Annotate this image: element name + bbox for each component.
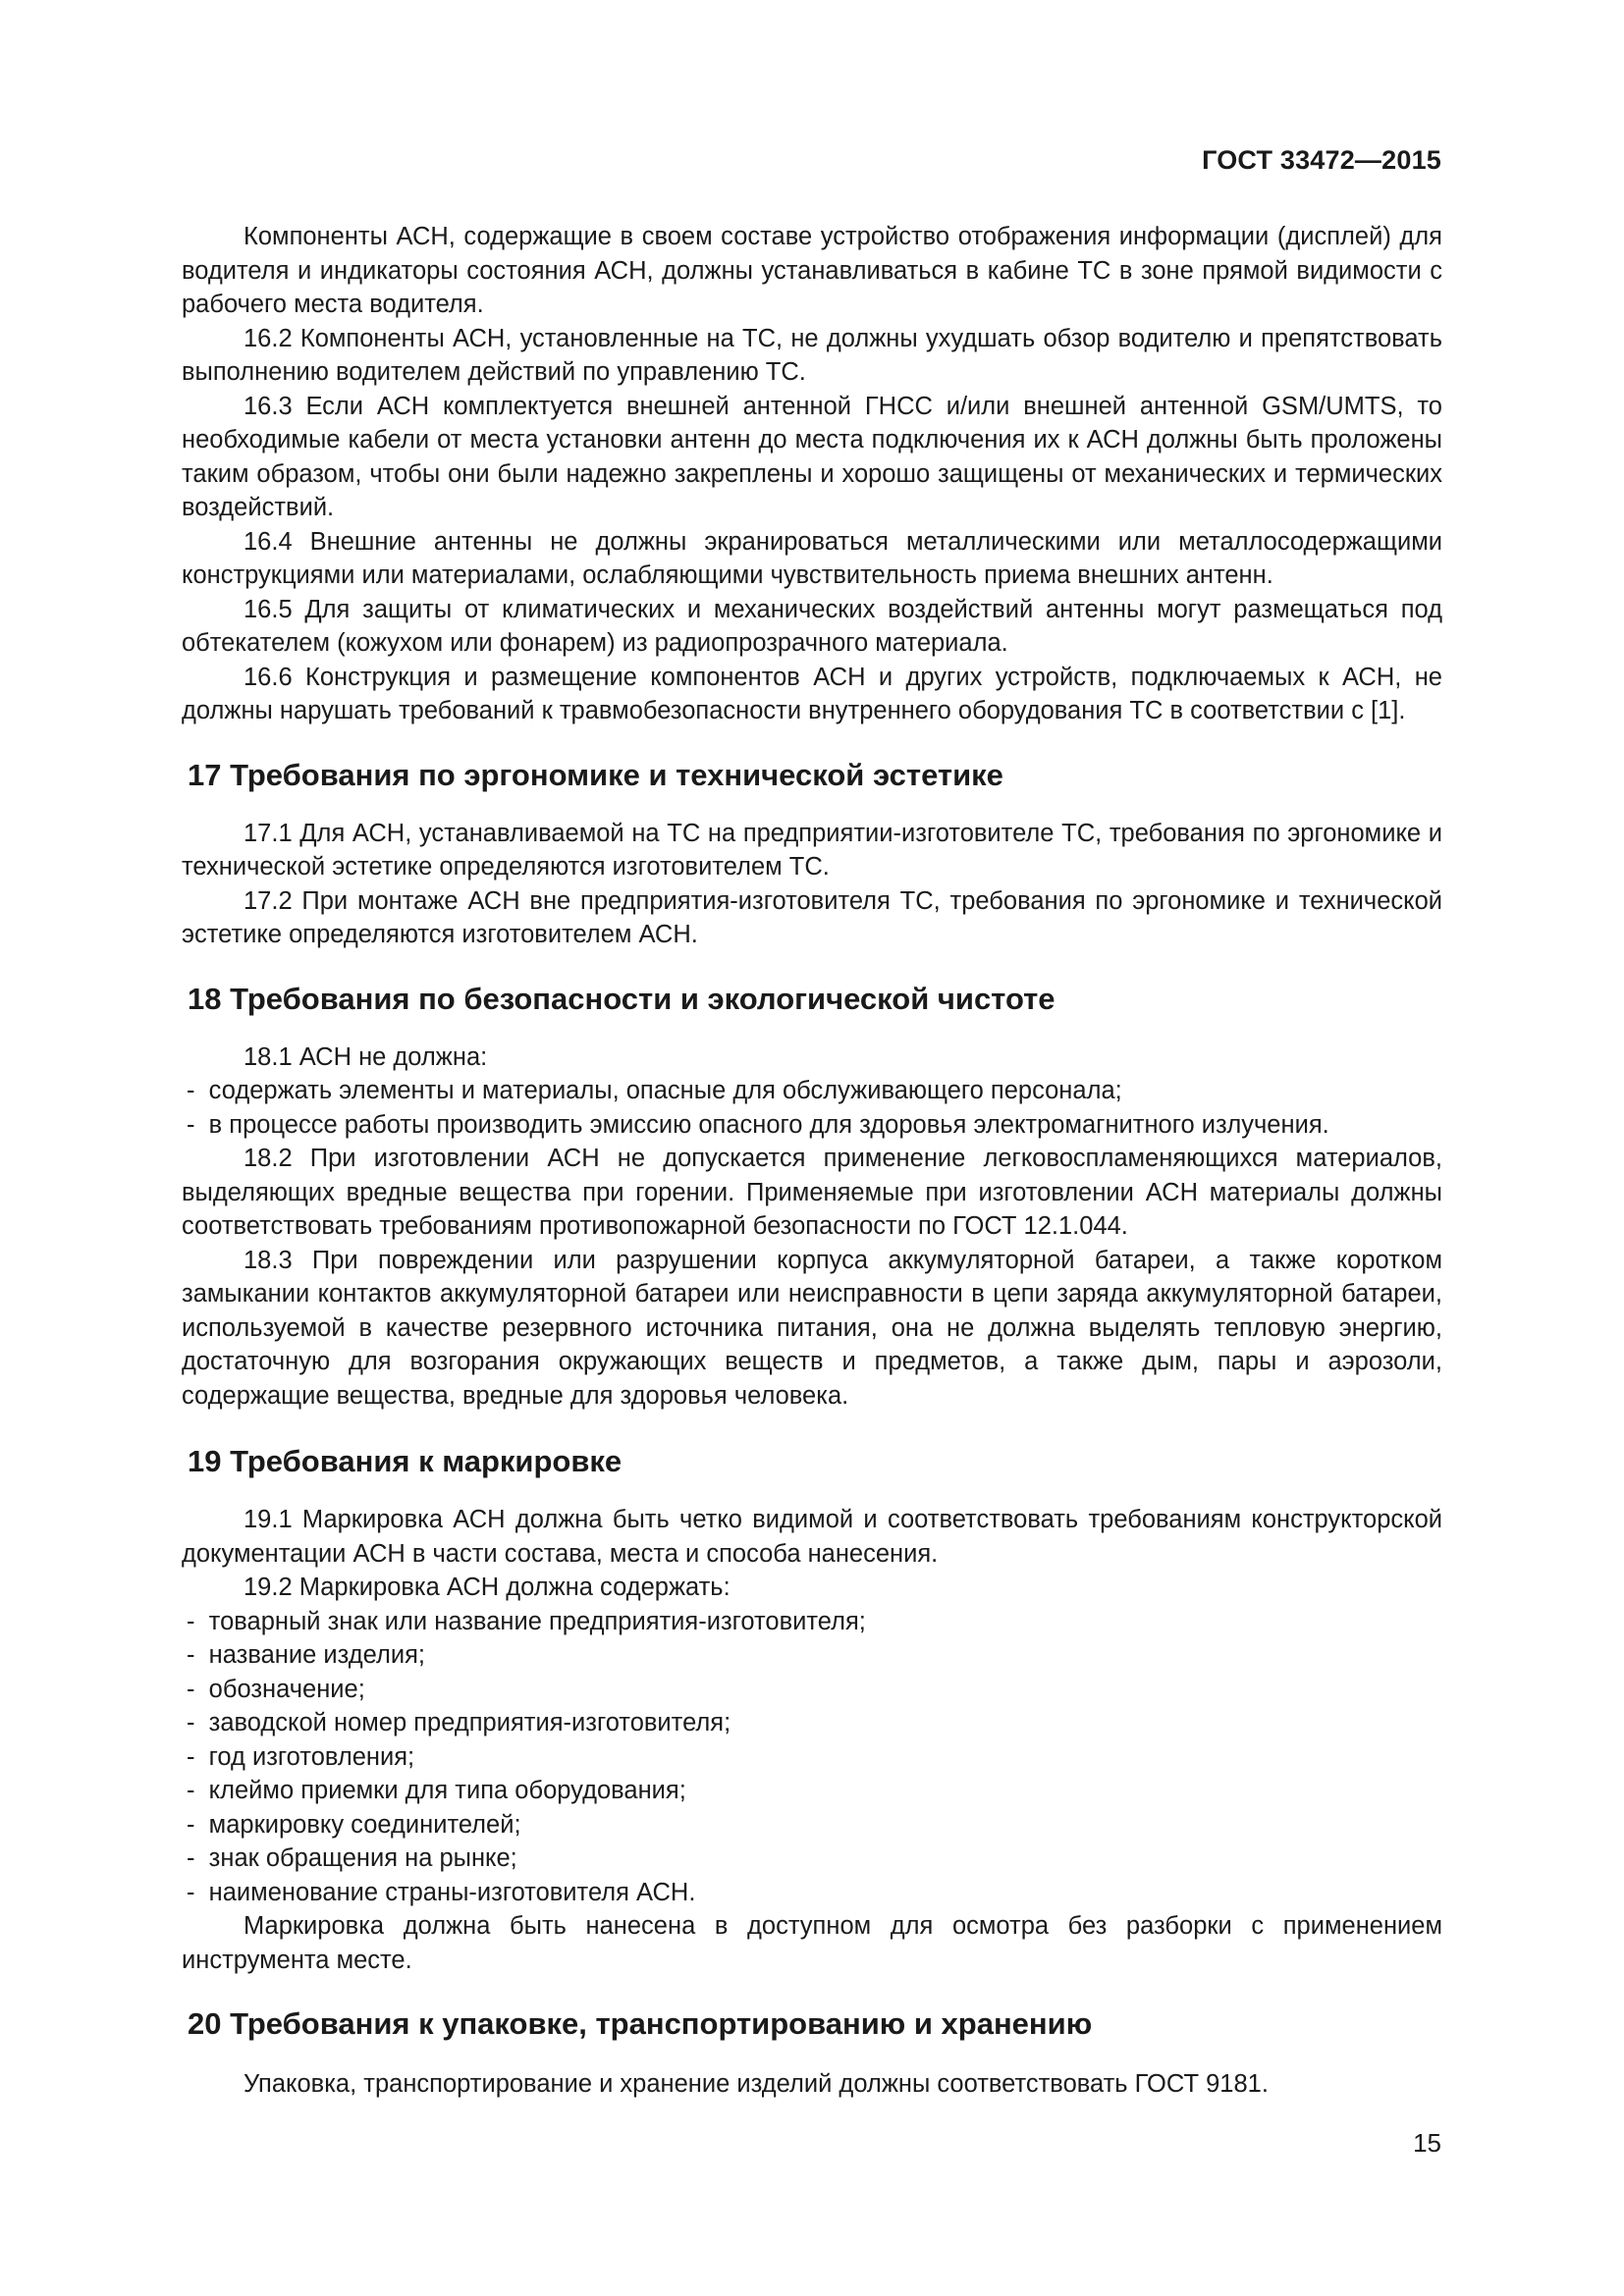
list-19-2 bbox=[182, 1605, 1442, 1910]
list-item: - заводской номер предприятия-изготовителя; bbox=[187, 1706, 1442, 1740]
list-18-1 bbox=[182, 1074, 1442, 1142]
section-17-heading: 17 Требования по эргономике и технической эстетике bbox=[188, 757, 1003, 792]
paragraph-19-final: Маркировка должна быть нанесена в доступном для осмотра без разборки с применением инструмента месте. bbox=[182, 1912, 1442, 1974]
list-item: - товарный знак или название предприятия-изготовителя; bbox=[187, 1605, 1442, 1639]
paragraph-16-3: 16.3 Если АСН комплектуется внешней антенной ГНСС и/или внешней антенной GSM/UMTS, то необходимые кабели от места установки антенн до места подключения их к АСН должны быть проложены таким образом, чтобы они были надежно закреплены и хорошо защищены от механических и термических воздействий. bbox=[182, 392, 1442, 521]
paragraph-16-2: 16.2 Компоненты АСН, установленные на ТС, не должны ухудшать обзор водителю и препятствовать выполнению водителем действий по управлению ТС. bbox=[182, 324, 1442, 386]
section-20-heading: 20 Требования к упаковке, транспортированию и хранению bbox=[188, 2006, 1093, 2041]
list-item: - клеймо приемки для типа оборудования; bbox=[187, 1774, 1442, 1808]
paragraph-16-intro: Компоненты АСН, содержащие в своем составе устройство отображения информации (дисплей) для водителя и индикаторы состояния АСН, должны устанавливаться в кабине ТС в зоне прямой видимости с рабочего места водителя. bbox=[182, 223, 1442, 318]
section-18-heading: 18 Требования по безопасности и экологической чистоте bbox=[188, 981, 1056, 1016]
paragraph-16-4: 16.4 Внешние антенны не должны экранироваться металлическими или металлосодержащими конструкциями или материалами, ослабляющими чувствительность приема внешних антенн. bbox=[182, 527, 1442, 589]
list-item: - обозначение; bbox=[187, 1673, 1442, 1707]
paragraph-17-1: 17.1 Для АСН, устанавливаемой на ТС на предприятии-изготовителе ТС, требования по эргономике и технической эстетике определяются изготовителем ТС. bbox=[182, 819, 1442, 881]
list-item: - название изделия; bbox=[187, 1638, 1442, 1673]
paragraph-18-2: 18.2 При изготовлении АСН не допускается применение легковоспламеняющихся материалов, выделяющих вредные вещества при горении. Применяемые при изготовлении АСН материалы должны соответствовать требованиям противопожарной безопасности по ГОСТ 12.1.044. bbox=[182, 1145, 1442, 1240]
paragraph-17-2: 17.2 При монтаже АСН вне предприятия-изготовителя ТС, требования по эргономике и технической эстетике определяются изготовителем АСН. bbox=[182, 886, 1442, 948]
paragraph-18-3: 18.3 При повреждении или разрушении корпуса аккумуляторной батареи, а также коротком замыкании контактов аккумуляторной батареи или неисправности в цепи заряда аккумуляторной батареи, используемой в качестве резервного источника питания, она не должна выделять тепловую энергию, достаточную для возгорания окружающих веществ и предметов, а также дым, пары и аэрозоли, содержащие вещества, вредные для здоровья человека. bbox=[182, 1246, 1442, 1410]
paragraph-19-2: 19.2 Маркировка АСН должна содержать: bbox=[244, 1574, 731, 1601]
list-item: - год изготовления; bbox=[187, 1740, 1442, 1775]
paragraph-18-1: 18.1 АСН не должна: bbox=[244, 1042, 488, 1071]
section-19-heading: 19 Требования к маркировке bbox=[188, 1444, 623, 1478]
page-body bbox=[182, 220, 1442, 2102]
paragraph-19-1: 19.1 Маркировка АСН должна быть четко видимой и соответствовать требованиям конструкторской документации АСН в части состава, места и способа нанесения. bbox=[182, 1506, 1442, 1568]
paragraph-16-6: 16.6 Конструкция и размещение компонентов АСН и других устройств, подключаемых к АСН, не должны нарушать требований к травмобезопасности внутреннего оборудования ТС в соответствии с [1]. bbox=[182, 663, 1442, 724]
list-item: - знак обращения на рынке; bbox=[187, 1842, 1442, 1876]
list-item: - в процессе работы производить эмиссию опасного для здоровья электромагнитного излучения. bbox=[187, 1108, 1442, 1143]
paragraph-16-5: 16.5 Для защиты от климатических и механических воздействий антенны могут размещаться под обтекателем (кожухом или фонарем) из радиопрозрачного материала. bbox=[182, 595, 1442, 657]
list-item: - содержать элементы и материалы, опасные для обслуживающего персонала; bbox=[187, 1074, 1442, 1108]
document-id: ГОСТ 33472—2015 bbox=[1202, 145, 1441, 175]
list-item: - маркировку соединителей; bbox=[187, 1808, 1442, 1842]
paragraph-20: Упаковка, транспортирование и хранение изделий должны соответствовать ГОСТ 9181. bbox=[244, 2070, 1269, 2098]
list-item: - наименование страны-изготовителя АСН. bbox=[187, 1876, 1442, 1910]
page-number: 15 bbox=[1413, 2128, 1441, 2158]
